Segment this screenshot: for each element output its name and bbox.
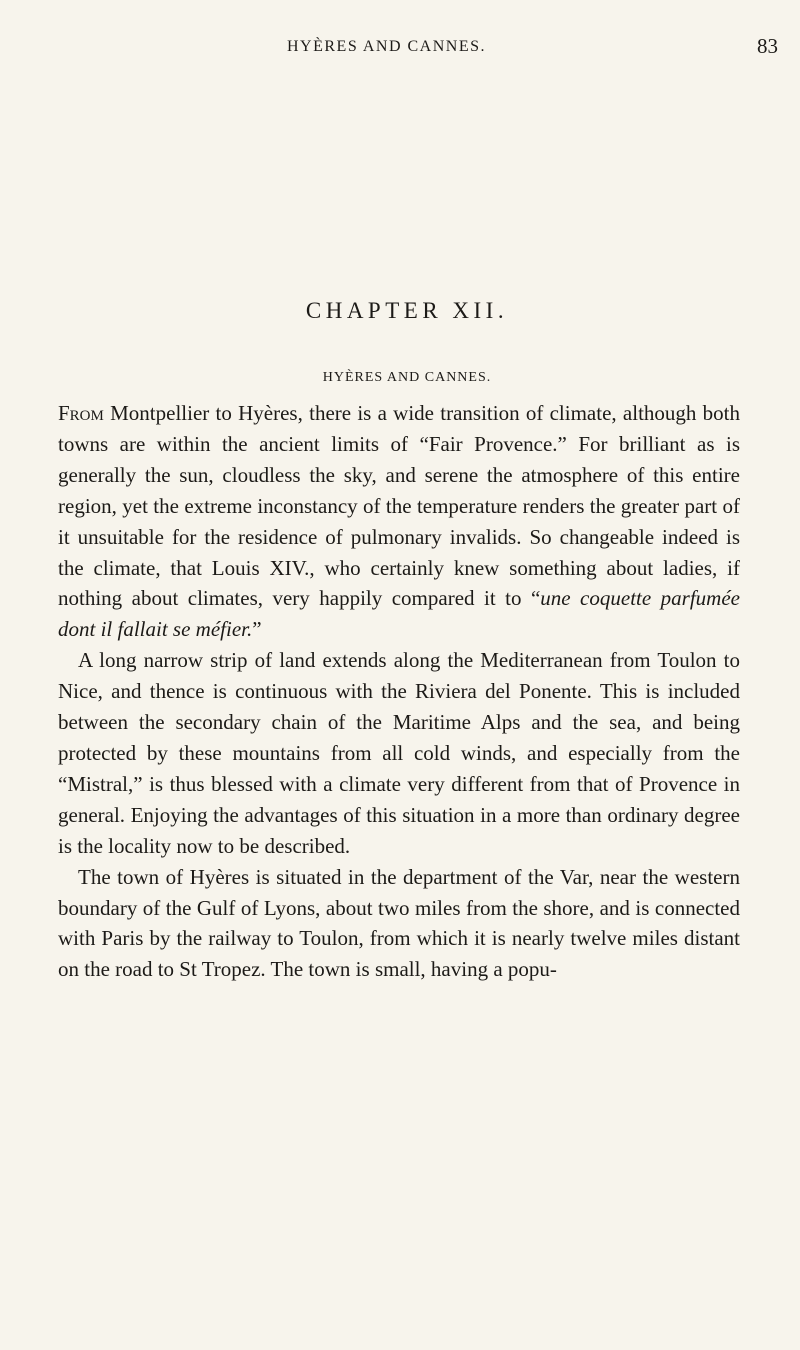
paragraph-1	[58, 398, 740, 645]
paragraph-3: The town of Hyères is situated in the department of the Var, near the western boundary of the Gulf of Lyons, about two miles from the shore, and is connected with Paris by the railway to Toulon, from which it is nearly twelve miles distant on the road to St Tropez. The town is small, having a popu-	[58, 864, 740, 982]
paragraph-2: A long narrow strip of land extends along the Mediterranean from Toulon to Nice, and thence is continuous with the Riviera del Ponente. This is included between the secondary chain of the Maritime Alps and the sea, and being protected by these mountains from all cold winds, and especially from the “Mistral,” is thus blessed with a climate very different from that of Provence in general. Enjoying the advantages of this situation in a more than ordinary degree is the locality now to be described.	[58, 648, 740, 858]
paragraph-1-text: Montpellier to Hyères, there is a wide transition of climate, although both towns are within the ancient limits of “Fair Provence.” For brilliant as is generally the sun, cloudless the sky, and serene the atmosphere of this entire region, yet the extreme inconstancy of the temperature renders the greater part of it unsuitable for the residence of pulmonary invalids. So changeable indeed is the climate, that Louis XIV., who certainly knew something about ladies, if nothing about climates, very happily compared it to “	[58, 401, 740, 611]
chapter-title: CHAPTER XII.	[305, 298, 509, 323]
closing-quote: ”	[252, 617, 262, 642]
body-text	[58, 398, 740, 985]
french-quotation: une coquette parfumée dont il fallait se méfier.	[58, 586, 740, 642]
running-head: HYÈRES AND CANNES.	[287, 38, 487, 55]
page-number: 83	[757, 34, 778, 58]
chapter-subtitle: HYÈRES AND CANNES.	[322, 370, 492, 385]
paragraph-lead-word: From	[58, 401, 104, 425]
